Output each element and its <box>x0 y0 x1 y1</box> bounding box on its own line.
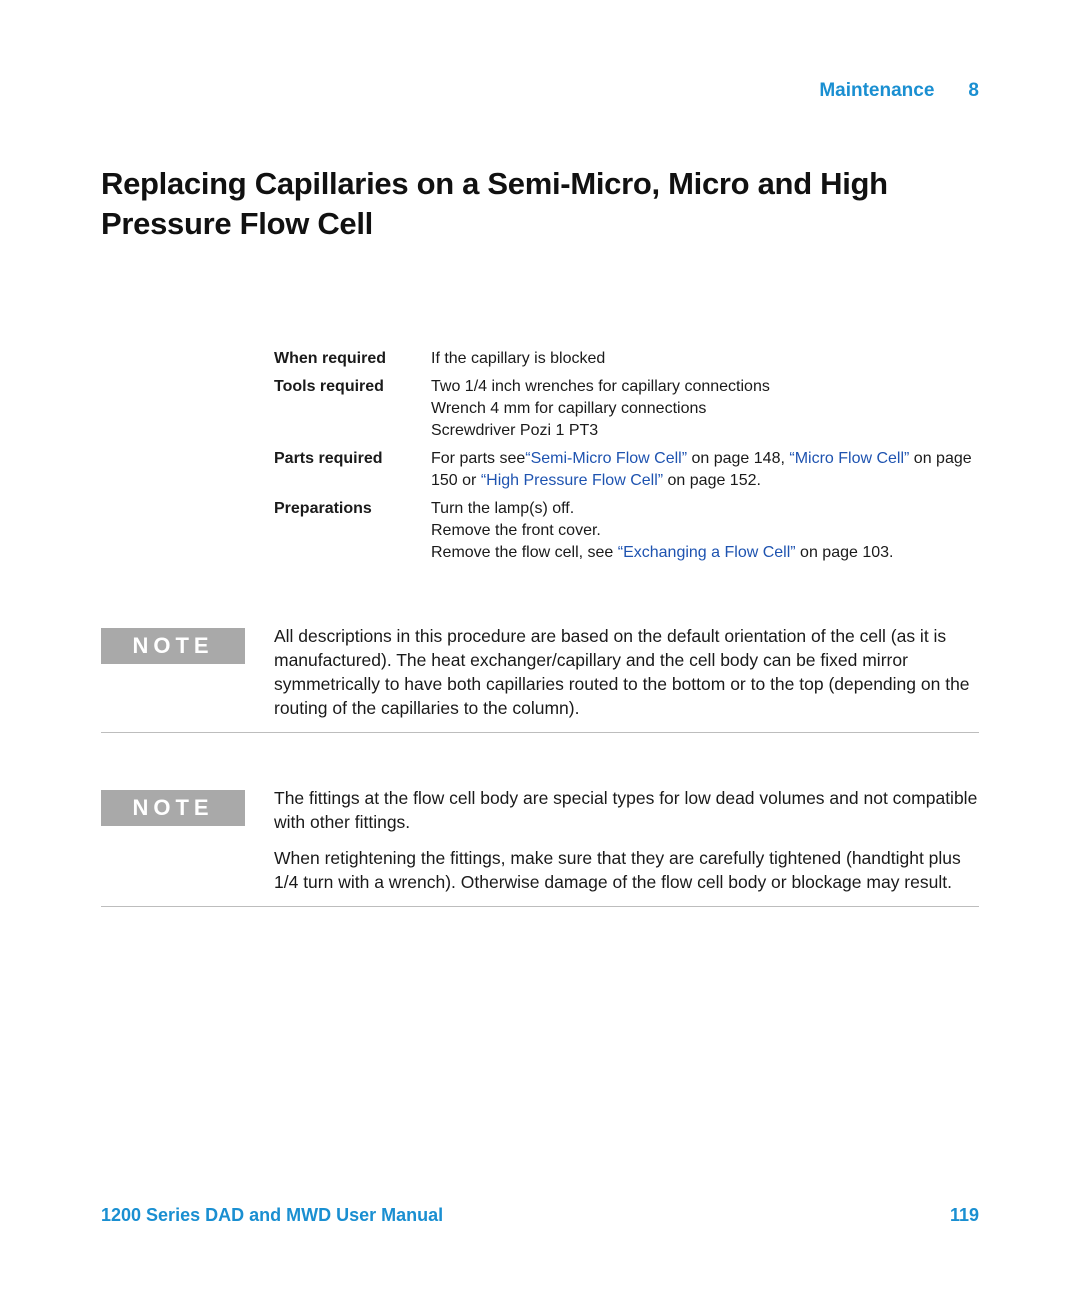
note-body <box>274 624 979 732</box>
footer-page-number: 119 <box>949 1205 979 1225</box>
preparation-text: on page 103. <box>795 544 894 561</box>
tool-item: Wrench 4 mm for capillary connections <box>431 400 707 417</box>
tool-item: Screwdriver Pozi 1 PT3 <box>431 422 599 439</box>
preparation-step: Remove the front cover. <box>431 522 601 539</box>
preparation-step <box>431 542 979 564</box>
parts-text: on page 150 or <box>431 450 972 489</box>
page-title: Replacing Capillaries on a Semi-Micro, Micro and High Pressure Flow Cell <box>101 166 888 241</box>
note-paragraph: When retightening the fittings, make sure that they are carefully tightened (handtight plus 1/4 turn with a wrench). Otherwise damage of the flow cell body or blockage may result. <box>274 848 961 892</box>
requirement-label: Preparations <box>274 500 372 517</box>
link-micro-flow-cell[interactable]: “Micro Flow Cell” <box>789 450 910 467</box>
note-block <box>101 786 979 907</box>
requirement-value <box>431 448 979 492</box>
preparation-step: Turn the lamp(s) off. <box>431 500 575 517</box>
note-paragraph: The fittings at the flow cell body are special types for low dead volumes and not compatible with other fittings. <box>274 788 978 832</box>
link-exchanging-flow-cell[interactable]: “Exchanging a Flow Cell” <box>617 544 796 561</box>
note-badge: NOTE <box>101 790 245 826</box>
requirement-label: Tools required <box>274 378 384 395</box>
link-semi-micro-flow-cell[interactable]: “Semi-Micro Flow Cell” <box>525 450 688 467</box>
header-section: Maintenance <box>819 80 935 101</box>
requirement-row-tools <box>274 376 979 442</box>
running-header <box>819 80 979 102</box>
preparation-text: Remove the flow cell, see <box>431 544 618 561</box>
requirement-label: Parts required <box>274 450 383 467</box>
note-block <box>101 624 979 733</box>
footer-manual-title: 1200 Series DAD and MWD User Manual <box>101 1205 444 1225</box>
link-high-pressure-flow-cell[interactable]: “High Pressure Flow Cell” <box>480 472 664 489</box>
requirement-row-preparations <box>274 498 979 564</box>
parts-text: on page 148, <box>687 450 790 467</box>
requirement-value: If the capillary is blocked <box>431 350 606 367</box>
requirement-row-parts <box>274 448 979 492</box>
requirement-value <box>431 498 979 564</box>
parts-text: For parts see <box>431 450 526 467</box>
note-badge: NOTE <box>101 628 245 664</box>
requirement-label: When required <box>274 350 387 367</box>
note-paragraph: All descriptions in this procedure are based on the default orientation of the cell (as it is manufactured). The heat exchanger/capillary and the cell body can be fixed mirror symmetrically to have both capillaries routed to the bottom or to the top (depending on the routing of the capillaries to the column). <box>274 626 970 718</box>
requirement-row-when <box>274 348 979 370</box>
note-body <box>274 786 979 906</box>
parts-text: on page 152. <box>663 472 761 489</box>
header-chapter-number: 8 <box>968 80 979 101</box>
requirement-value <box>431 376 979 442</box>
requirements-table <box>274 348 979 570</box>
tool-item: Two 1/4 inch wrenches for capillary connections <box>431 378 770 395</box>
